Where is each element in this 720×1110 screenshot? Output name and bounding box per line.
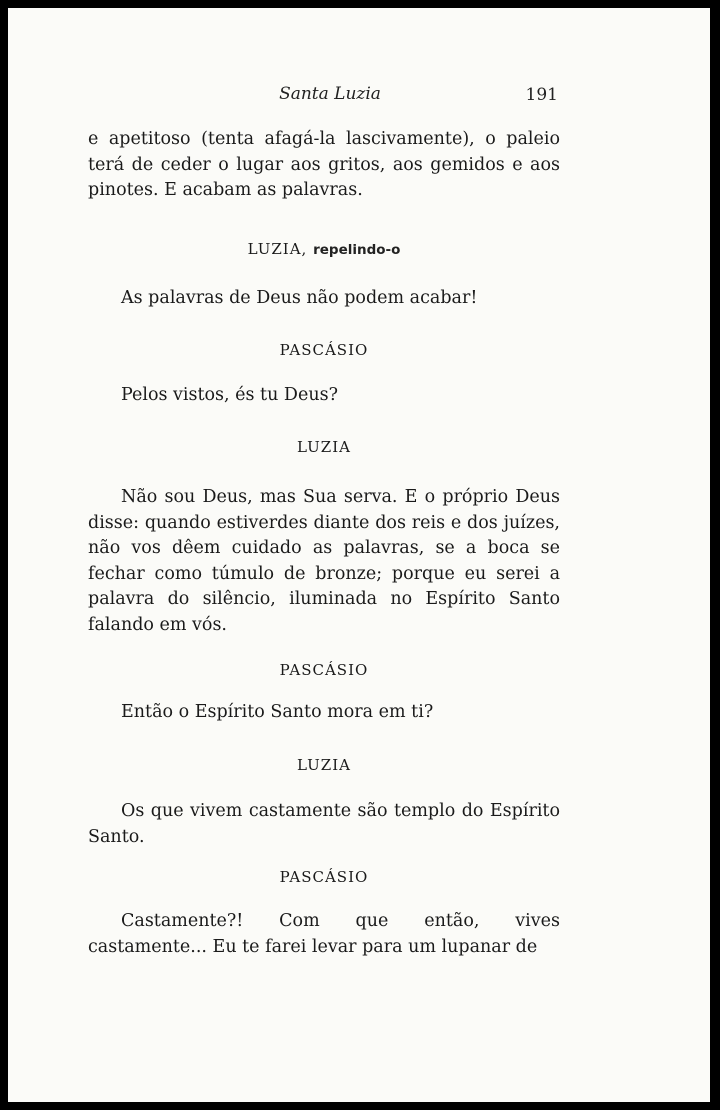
dialogue-line: As palavras de Deus não podem acabar! — [121, 288, 478, 308]
speaker-heading: PASCÁSIO — [279, 868, 369, 886]
speaker-heading: LUZIA — [297, 756, 351, 774]
speaker-heading — [88, 240, 560, 258]
paragraph-continuation: e apetitoso (tenta afagá-la lascivamente), o paleio terá de ceder o lugar aos gritos, aos gemidos e aos pinotes. E acabam as palavras. — [88, 129, 560, 200]
speaker-heading: PASCÁSIO — [279, 341, 369, 359]
dialogue-line: Os que vivem castamente são templo do Espírito Santo. — [88, 801, 560, 847]
stage-direction: repelindo-o — [313, 242, 401, 258]
speaker-heading: PASCÁSIO — [279, 661, 369, 679]
book-page — [8, 8, 710, 1102]
running-header-title: Santa Luzia — [279, 84, 381, 104]
dialogue-line: Não sou Deus, mas Sua serva. E o próprio Deus disse: quando estiverdes diante dos reis e dos juízes, não vos dêem cuidado as palavras, se a boca se fechar como túmulo de bronze; porque eu serei a palavra do silêncio, iluminada no Espírito Santo falando em vós. — [88, 487, 560, 635]
speaker-name: LUZIA, — [247, 240, 308, 258]
dialogue-line: Então o Espírito Santo mora em ti? — [121, 702, 434, 722]
page-number: 191 — [525, 85, 558, 105]
dialogue-line: Castamente?! Com que então, vives castamente... Eu te farei levar para um lupanar de — [88, 911, 560, 957]
dialogue-line: Pelos vistos, és tu Deus? — [121, 385, 338, 405]
speaker-heading: LUZIA — [297, 438, 351, 456]
